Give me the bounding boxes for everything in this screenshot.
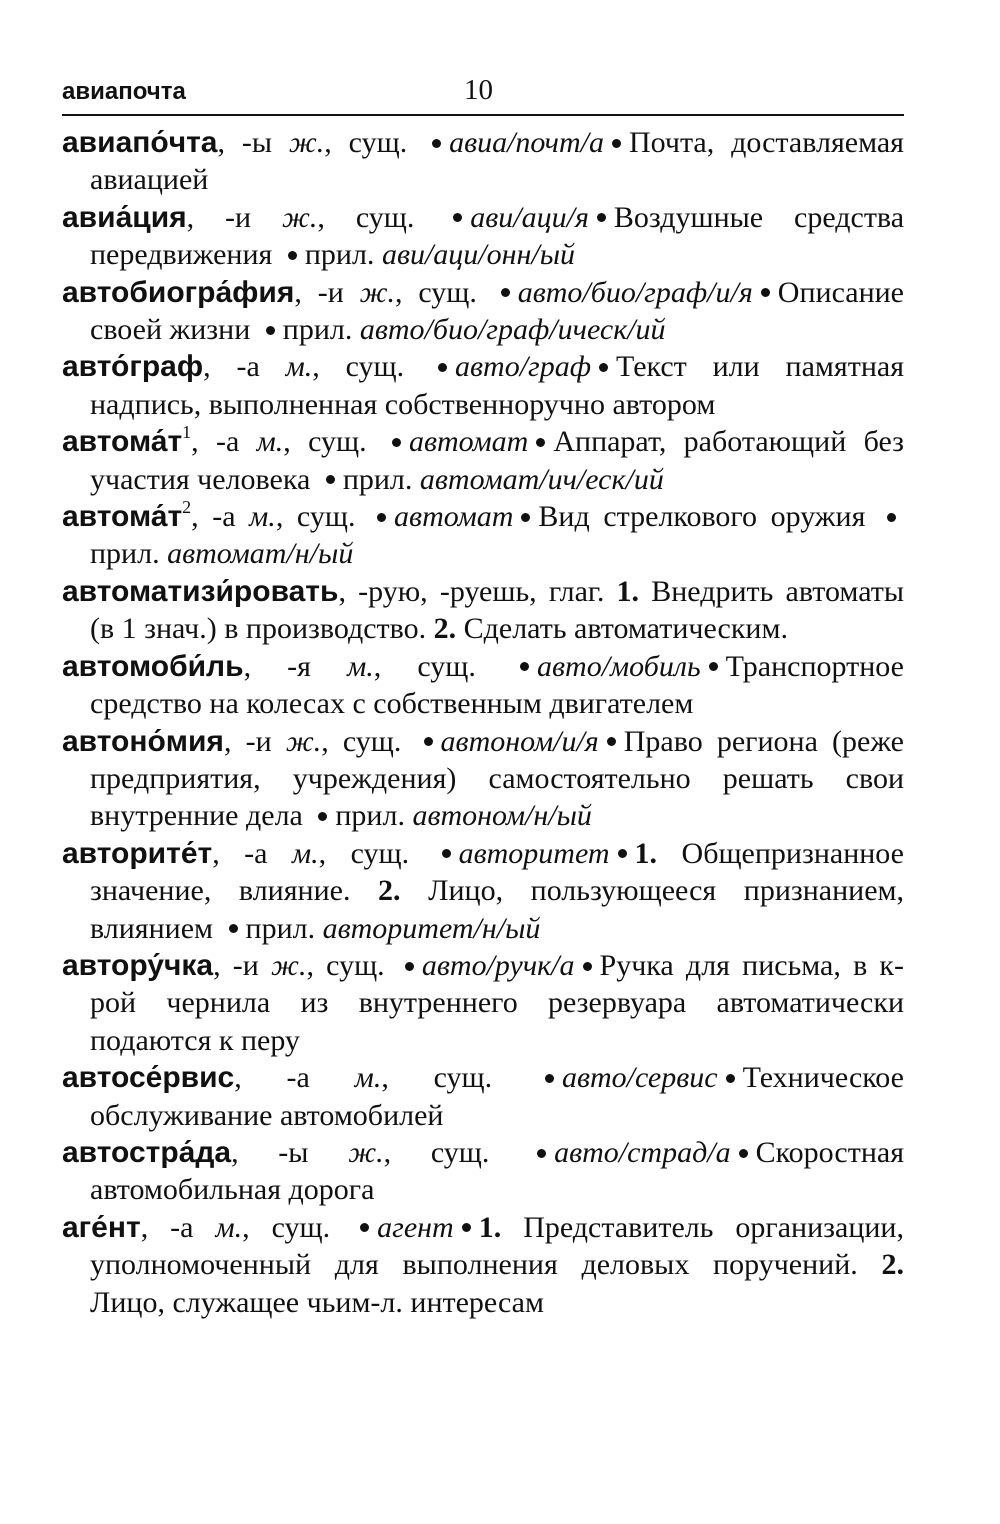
entry-morphology: авторитет/н/ый [322, 911, 541, 945]
entry-text: Аппарат, работающий без участия человека [90, 425, 904, 496]
entry-text: , сущ. [318, 836, 434, 870]
sense-number: 2. [433, 612, 457, 646]
dictionary-entry [62, 1134, 904, 1209]
entry-text: , -и [186, 200, 283, 234]
bullet-icon [229, 924, 238, 933]
entry-morphology: м. [291, 836, 319, 870]
entry-morphology: автоном/н/ый [412, 799, 592, 833]
sense-number: 1. [634, 836, 658, 870]
entry-headword: автору́чка [62, 948, 214, 982]
entry-headword: автоматизи́ровать [62, 574, 339, 608]
entry-morphology: ави/аци/онн/ый [381, 238, 576, 272]
entry-text: Общепризнанное значение, влияние. [90, 836, 904, 908]
entry-morphology: авто/био/граф/ическ/ий [359, 313, 666, 347]
entry-text: , -и [294, 275, 360, 309]
entry-headword: автосе́рвис [62, 1061, 235, 1095]
running-headword: авиапочта [62, 78, 186, 105]
entry-morphology: ж. [359, 275, 395, 309]
entry-text: , -а [191, 500, 250, 534]
bullet-icon [726, 1074, 735, 1083]
entry-morphology: ж. [285, 724, 322, 758]
entry-morphology: авто/страд/а [554, 1135, 731, 1169]
entry-morphology: м. [249, 500, 276, 534]
entry-text: , -а [191, 425, 257, 459]
entry-text: Описание своей жизни [90, 275, 904, 347]
bullet-icon [405, 962, 414, 971]
dictionary-entries [62, 124, 904, 1321]
entry-headword: автомоби́ль [62, 649, 244, 683]
bullet-icon [607, 737, 616, 746]
entry-text: , сущ. [317, 200, 446, 234]
entry-morphology: авто/ручк/а [421, 948, 575, 982]
entry-headword: автоно́мия [62, 724, 224, 758]
dictionary-entry [62, 648, 904, 723]
entry-headword: аге́нт [62, 1210, 141, 1244]
entry-text: прил. [335, 799, 413, 833]
entry-morphology: авто/био/граф/и/я [517, 275, 753, 309]
entry-text: Воздушные средства передвижения [90, 200, 905, 272]
bullet-icon [618, 849, 627, 858]
entry-text: , сущ. [283, 425, 384, 459]
entry-morphology: авторитет [458, 836, 610, 870]
entry-text: прил. [304, 238, 382, 272]
entry-text: , -ы [231, 1135, 349, 1169]
entry-text: , сущ. [312, 350, 430, 384]
entry-text: , сущ. [275, 500, 370, 534]
entry-text: Лицо, служащее чьим-л. интересам [90, 1285, 544, 1319]
bullet-icon [597, 213, 606, 222]
entry-text: , -рую, -руешь, глаг. [338, 574, 617, 608]
bullet-icon [887, 513, 896, 522]
bullet-icon [318, 812, 327, 821]
entry-headword: авторите́т [62, 836, 213, 870]
entry-morphology: ж. [282, 200, 318, 234]
entry-text: , -а [203, 350, 286, 384]
bullet-icon [326, 475, 335, 484]
entry-text: прил. [245, 911, 323, 945]
entry-text: , -а [212, 836, 292, 870]
entry-text: Сделать автоматическим. [456, 612, 788, 646]
entry-text: Лицо, пользующееся признанием, влиянием [90, 874, 904, 945]
entry-morphology: м. [256, 425, 284, 459]
bullet-icon [360, 1223, 369, 1232]
bullet-icon [442, 849, 451, 858]
sense-number: 2. [378, 874, 401, 908]
dictionary-entry [62, 274, 904, 349]
homonym-index: 1 [182, 422, 192, 443]
bullet-icon [462, 1223, 471, 1232]
entry-text: , -а [140, 1210, 216, 1244]
entry-text: Почта, доставляемая авиацией [90, 126, 904, 197]
dictionary-entry [62, 423, 904, 498]
entry-morphology: авиа/почт/а [449, 126, 604, 159]
entry-morphology: м. [285, 350, 313, 384]
running-head [62, 72, 904, 116]
entry-morphology: м. [347, 649, 374, 683]
bullet-icon [612, 139, 621, 148]
bullet-icon [545, 1074, 554, 1083]
entry-morphology: ж. [288, 126, 325, 159]
entry-text: Текст или памятная надпись, выполненная собственноручно автором [90, 350, 904, 421]
bullet-icon [537, 1149, 546, 1158]
entry-morphology: автомат [394, 500, 514, 534]
entry-text: прил. [342, 462, 420, 496]
entry-morphology: автоном/и/я [440, 724, 599, 758]
dictionary-entry [62, 498, 904, 573]
bullet-icon [521, 513, 530, 522]
dictionary-entry [62, 835, 904, 947]
sense-number: 1. [478, 1210, 502, 1244]
entry-headword: автома́т [62, 425, 183, 459]
entry-morphology: ж. [271, 948, 307, 982]
entry-morphology: автомат [408, 425, 529, 459]
bullet-icon [501, 288, 510, 297]
entry-text: , сущ. [306, 948, 397, 982]
bullet-icon [432, 139, 441, 148]
bullet-icon [438, 363, 447, 372]
entry-headword: автобиогра́фия [62, 275, 295, 309]
dictionary-entry [62, 1209, 904, 1321]
entry-text: Вид стрелкового оружия [538, 500, 879, 534]
bullet-icon [266, 326, 275, 335]
entry-text: , сущ. [381, 1061, 537, 1095]
entry-text: Ручка для письма, в к-рой чернила из внутреннего резервуара автоматически подаются к перу [90, 948, 904, 1057]
sense-number: 2. [881, 1248, 904, 1282]
entry-text: Представитель организации, уполномоченный для выполнения деловых поручений. [90, 1210, 904, 1282]
bullet-icon [761, 288, 770, 297]
entry-text: , сущ. [383, 1135, 530, 1169]
page-number: 10 [464, 74, 493, 106]
entry-text: Транспортное средство на колесах с собственным двигателем [90, 649, 904, 721]
entry-text: Скоростная автомобильная дорога [90, 1135, 904, 1207]
entry-morphology: автомат/ич/еск/ий [419, 462, 664, 496]
bullet-icon [288, 251, 297, 260]
bullet-icon [392, 438, 401, 447]
entry-text: прил. [90, 537, 168, 571]
entry-text: Внедрить автоматы (в 1 знач.) в производство. [90, 574, 904, 646]
entry-headword: авиапо́чта [62, 126, 218, 159]
dictionary-entry [62, 1059, 904, 1134]
entry-headword: авиа́ция [62, 200, 187, 234]
bullet-icon [583, 962, 592, 971]
dictionary-entry [62, 723, 904, 835]
entry-headword: автостра́да [62, 1135, 232, 1169]
dictionary-entry [62, 348, 904, 423]
entry-text: , -и [213, 948, 272, 982]
entry-headword: автома́т [62, 500, 183, 534]
entry-text: , сущ. [373, 649, 513, 683]
dictionary-entry [62, 124, 904, 199]
entry-morphology: авто/граф [455, 350, 592, 384]
dictionary-page [62, 72, 904, 1321]
entry-morphology: авто/сервис [561, 1061, 718, 1095]
sense-number: 1. [616, 574, 640, 608]
bullet-icon [377, 513, 386, 522]
entry-morphology: авто/мобиль [537, 649, 701, 683]
entry-text: , сущ. [242, 1210, 353, 1244]
entry-text: , сущ. [395, 275, 493, 309]
bullet-icon [536, 438, 545, 447]
bullet-icon [709, 662, 718, 671]
bullet-icon [453, 213, 462, 222]
entry-text: Право региона (реже предприятия, учреждения) самостоятельно решать свои внутренние дела [90, 724, 904, 833]
entry-text: , -и [223, 724, 286, 758]
entry-text: , -а [234, 1061, 355, 1095]
entry-morphology: ж. [348, 1135, 384, 1169]
entry-text: , сущ. [321, 724, 416, 758]
entry-morphology: ави/аци/я [470, 200, 589, 234]
entry-morphology: м. [354, 1061, 382, 1095]
entry-text: , -я [243, 649, 348, 683]
entry-morphology: агент [377, 1210, 454, 1244]
entry-text: Техническое обслуживание автомобилей [90, 1061, 904, 1132]
bullet-icon [520, 662, 529, 671]
bullet-icon [739, 1149, 748, 1158]
bullet-icon [599, 363, 608, 372]
entry-morphology: автомат/н/ый [167, 537, 354, 571]
entry-headword: авто́граф [62, 350, 204, 384]
entry-text: прил. [282, 313, 360, 347]
dictionary-entry [62, 199, 904, 274]
homonym-index: 2 [182, 496, 192, 517]
entry-text: , -ы [217, 126, 289, 159]
entry-morphology: м. [215, 1210, 243, 1244]
entry-text: , сущ. [324, 126, 425, 159]
dictionary-entry [62, 573, 904, 648]
bullet-icon [424, 737, 433, 746]
dictionary-entry [62, 947, 904, 1059]
